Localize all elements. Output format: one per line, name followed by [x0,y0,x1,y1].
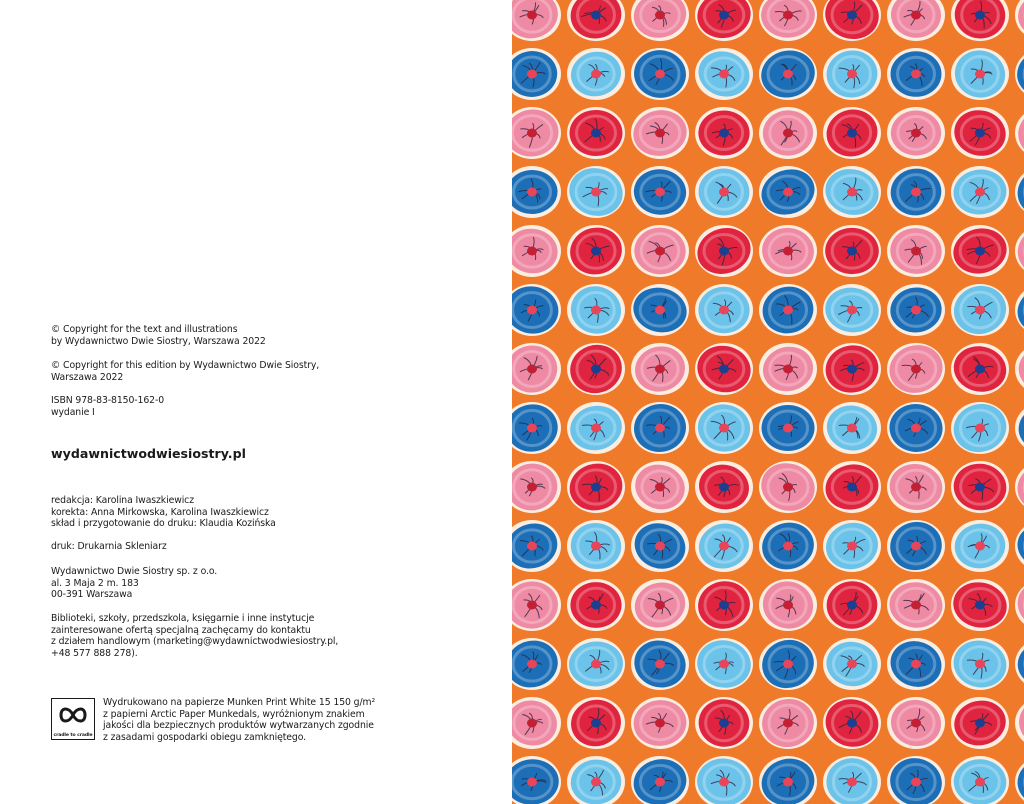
flower-blossom [755,162,820,221]
flower-blossom [1015,343,1024,395]
flower-blossom [1014,520,1024,572]
flower-blossom [949,223,1011,279]
flower-blossom [759,225,817,277]
flower-blossom [630,341,690,397]
flower-blossom [1013,103,1024,163]
flower-blossom [695,107,753,159]
flower-blossom [1012,692,1024,753]
flower-blossom [759,402,817,454]
flower-blossom [887,402,945,454]
flower-blossom [756,45,820,103]
flower-blossom [823,756,881,804]
flower-blossom [566,47,625,101]
flower-blossom [512,166,561,218]
flower-blossom [512,756,561,804]
flower-blossom [758,342,817,396]
flower-blossom [629,754,692,804]
publisher-address-block [51,566,217,601]
flower-blossom [887,225,945,277]
paper-note-line-3: jakości dla bezpiecznych produktów wytwarzanych zgodnie [103,720,374,732]
flower-blossom [884,751,949,804]
publisher-street: al. 3 Maja 2 m. 183 [51,577,139,589]
flower-blossom [1015,638,1024,690]
flower-blossom [694,755,754,804]
flower-blossom [756,753,819,804]
flower-blossom [512,343,561,395]
flower-blossom [512,48,561,100]
flower-blossom [951,756,1009,804]
flower-blossom [566,0,627,44]
flower-blossom [887,107,945,159]
infinity-loop-icon [58,703,88,727]
right-page-flower-pattern [512,0,1024,804]
flower-blossom [823,225,881,277]
credit-editor: redakcja: Karolina Iwaszkiewicz [51,495,194,506]
copyright-text-line-2: by Wydawnictwo Dwie Siostry, Warszawa 2022 [51,335,266,347]
flower-blossom [1012,457,1024,517]
flower-blossom [759,107,817,159]
flower-blossom [950,45,1010,103]
cradle-to-cradle-logo [51,698,95,740]
flower-blossom [948,397,1013,458]
flower-blossom [950,105,1011,161]
flower-blossom [823,401,882,455]
flower-blossom [758,281,819,338]
flower-blossom [820,163,884,221]
publisher-name: Wydawnictwo Dwie Siostry sp. z o.o. [51,566,218,577]
flower-blossom [631,166,689,218]
flower-blossom [565,280,627,340]
flower-blossom [512,0,563,44]
isbn: ISBN 978-83-8150-162-0 [51,395,165,406]
flower-blossom [951,461,1009,514]
flower-blossom [691,221,756,281]
flower-blossom [628,634,692,694]
flower-blossom [1015,0,1024,41]
flower-blossom [951,520,1009,572]
flower-blossom [567,756,625,804]
flower-blossom [887,695,946,750]
flower-blossom [694,518,754,574]
copyright-edition-line-2: Warszawa 2022 [51,371,124,383]
flower-blossom [695,401,753,455]
copyright-edition-block [51,360,319,383]
flower-blossom [757,575,818,634]
flower-blossom [950,696,1010,751]
flower-blossom [512,225,561,277]
flower-blossom [629,458,691,516]
copyright-text-line-1: © Copyright for the text and illustrations [51,324,238,335]
flower-blossom [695,166,753,218]
flower-blossom [949,577,1011,632]
credits-block [51,495,276,530]
copyright-text-block [51,324,266,347]
flower-blossom [692,45,755,104]
flower-blossom [885,635,948,694]
flower-blossom [821,103,884,162]
flower-pattern-illustration [512,0,1024,804]
flower-blossom [563,162,628,223]
flower-blossom [822,284,881,336]
institutions-note-line-3: z działem handlowym (marketing@wydawnictwodwiesiostry.pl, [51,636,339,648]
flower-blossom [887,48,945,100]
paper-note-line-2: z papierni Arctic Paper Munkedals, wyróżnionym znakiem [103,708,365,720]
flower-blossom [887,579,945,631]
flower-blossom [692,340,755,398]
flower-blossom [823,47,881,101]
isbn-block [51,395,164,418]
paper-note-block [103,697,375,743]
flower-blossom [1012,162,1024,222]
credit-proofreading: korekta: Anna Mirkowska, Karolina Iwaszkiewicz [51,506,269,518]
flower-blossom [695,696,753,750]
flower-blossom [1012,280,1024,339]
flower-blossom [951,166,1009,218]
credit-typesetting: skład i przygotowanie do druku: Klaudia Kozińska [51,518,276,530]
flower-blossom [567,107,625,159]
flower-blossom [629,576,691,634]
publisher-city: 00-391 Warszawa [51,589,133,601]
flower-blossom [1015,48,1024,100]
flower-blossom [628,516,692,576]
flower-blossom [512,401,561,456]
flower-blossom [885,516,947,575]
flower-blossom [631,697,689,749]
flower-blossom [564,458,627,517]
flower-blossom [693,576,754,634]
flower-blossom [1015,756,1024,804]
flower-blossom [512,283,562,338]
publisher-website: wydawnictwodwiesiostry.pl [51,446,246,461]
flower-blossom [512,517,563,575]
flower-blossom [693,636,755,693]
flower-blossom [512,579,561,631]
flower-blossom [1013,222,1024,280]
flower-blossom [883,339,948,400]
flower-blossom [565,222,627,280]
institutions-note-block [51,613,338,659]
institutions-note-line-4: +48 577 888 278). [51,647,138,659]
flower-blossom [951,0,1009,42]
flower-blossom [693,0,754,43]
flower-blossom [512,106,562,161]
flower-blossom [822,341,883,397]
flower-blossom [886,460,945,513]
flower-blossom [567,579,625,631]
flower-blossom [757,694,819,753]
flower-blossom [695,284,753,336]
flower-blossom [566,401,627,456]
printer-credit: druk: Drukarnia Skleniarz [51,541,167,552]
edition: wydanie I [51,406,95,418]
flower-blossom [887,0,945,41]
flower-blossom [567,638,625,690]
flower-blossom [631,47,689,101]
flower-blossom [757,517,819,575]
flower-blossom [1012,575,1024,635]
flower-blossom [887,165,945,218]
flower-blossom [950,341,1011,396]
flower-blossom [821,694,883,752]
flower-blossom [567,520,625,572]
logo-caption: cradle to cradle [53,733,93,738]
flower-blossom [820,0,884,45]
paper-note-line-1: Wydrukowano na papierze Munken Print White 15 150 g/m² [103,697,376,708]
flower-blossom [566,694,626,752]
flower-blossom [755,457,820,518]
flower-blossom [755,633,820,696]
flower-blossom [631,225,689,277]
flower-blossom [821,459,883,515]
flower-blossom [512,635,563,694]
flower-blossom [630,106,691,160]
flower-blossom [694,459,754,515]
flower-blossom [512,460,561,515]
flower-blossom [631,400,690,455]
flower-blossom [887,284,945,336]
flower-blossom [759,0,817,41]
flower-blossom [949,635,1011,692]
copyright-edition-line-1: © Copyright for this edition by Wydawnictwo Dwie Siostry, [51,360,320,371]
flower-blossom [821,517,884,575]
institutions-note-line-2: zainteresowane ofertą specjalną zachęcamy do kontaktu [51,624,311,636]
flower-blossom [564,338,629,400]
flower-blossom [629,0,690,43]
paper-note-line-4: z zasadami gospodarki obiegu zamkniętego. [103,731,307,743]
flower-blossom [948,280,1012,340]
flower-blossom [629,282,691,337]
institutions-note-line-1: Biblioteki, szkoły, przedszkola, księgarnie i inne instytucje [51,613,315,624]
flower-blossom [512,696,561,751]
flower-blossom [823,579,881,631]
flower-blossom [823,638,881,690]
flower-blossom [1015,402,1024,454]
